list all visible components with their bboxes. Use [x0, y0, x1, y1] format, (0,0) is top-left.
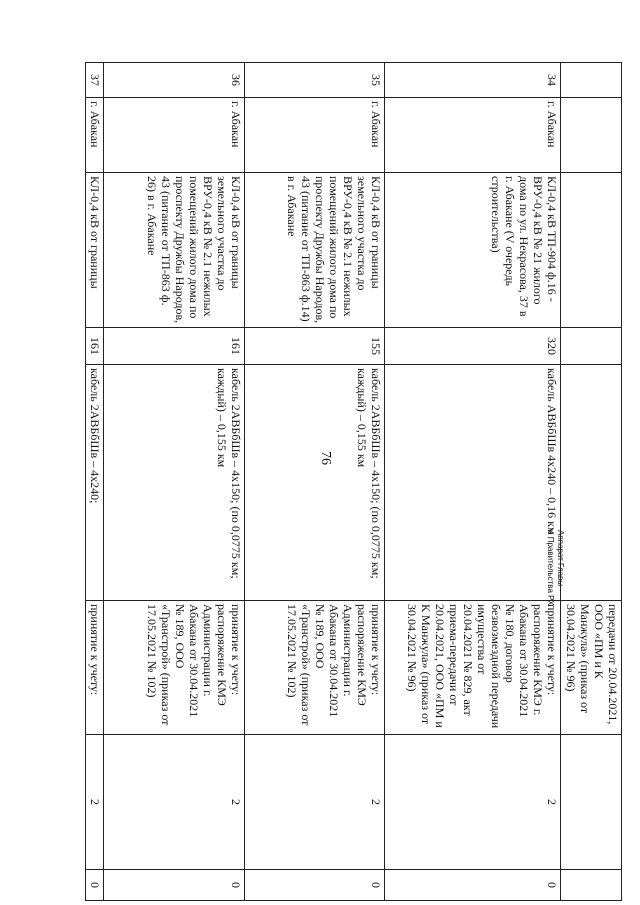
cell-length: 155	[244, 328, 384, 365]
cell-length: 320	[384, 328, 560, 365]
cell-city: г. Абакан	[86, 98, 104, 173]
cell-cable: кабель 2АВБбШв – 4х150; (по 0,0775 км; каждый) – 0,155 км	[244, 365, 384, 601]
page-number: 76	[318, 451, 333, 465]
cell-c2: 0	[244, 870, 384, 901]
cell-c1	[560, 735, 621, 870]
cell-object	[560, 173, 621, 328]
cell-cable: кабель 2АВБбШв – 4х240;	[86, 365, 104, 601]
cell-object: КЛ-0,4 кВ от границы земельного участка до ВРУ-0,4 кВ № 2.1 нежилых помещений жилого дома по проспекту Дружбы Народов, 43 (питание от ТП-863 ф. 26) в г. Абакане	[103, 173, 244, 328]
cell-length: 161	[86, 328, 104, 365]
cell-no: 37	[86, 63, 104, 98]
rotated-table-wrapper	[85, 62, 622, 900]
cell-c1: 2	[86, 735, 104, 870]
cell-c2	[560, 870, 621, 901]
cell-object: КЛ-0,4 кВ от границы	[86, 173, 104, 328]
cell-cable: кабель АВБбШв 4х240 – 0,16 км	[384, 365, 560, 601]
cell-city: г. Абакан	[384, 98, 560, 173]
cell-no: 34	[384, 63, 560, 98]
cell-object: КЛ-0,4 кВ ТП-904 ф.16 - ВРУ-0,4 кВ № 21 жилого дома по ул. Некрасова, 37 в г. Абакане (V очередь строительства)	[384, 173, 560, 328]
cell-city: г. Абакан	[244, 98, 384, 173]
cell-doc: принятие к учету: распоряжение КМЭ Администрации г. Абакана от 30.04.2021 № 189, ООО «Транстрой» (приказ от 17.05.2021 № 102)	[103, 601, 244, 735]
cell-no: 36	[103, 63, 244, 98]
cell-no	[560, 63, 621, 98]
cell-c1: 2	[244, 735, 384, 870]
cell-no: 35	[244, 63, 384, 98]
table-row	[244, 63, 384, 901]
cell-doc: передачи от 20.04.2021, ООО «ПМ и К Манжула» (приказ от 30.04.2021 № 96)	[560, 601, 621, 735]
stamp-line-1: Аппарат Главы	[556, 530, 565, 587]
cell-c2: 0	[86, 870, 104, 901]
cell-c1: 2	[384, 735, 560, 870]
cell-cable: кабель 2АВБбШв – 4х150; (по 0,0775 км; каждый) – 0,155 км	[103, 365, 244, 601]
cell-doc: принятие к учету: распоряжение КМЭ Администрации г. Абакана от 30.04.2021 № 189, ООО «Транстрой» (приказ от 17.05.2021 № 102)	[244, 601, 384, 735]
cell-object: КЛ-0,4 кВ от границы земельного участка до ВРУ-0,4 кВ № 2.1 нежилых помещений жилого дома по проспекту Дружбы Народов, 43 (питание от ТП-863 ф.14) в г. Абакане	[244, 173, 384, 328]
stamp-line-2: и Правительства РХ	[546, 530, 555, 606]
cell-doc: принятие к учету:	[86, 601, 104, 735]
cell-city	[560, 98, 621, 173]
cell-length: 161	[103, 328, 244, 365]
table-row	[103, 63, 244, 901]
cell-length	[560, 328, 621, 365]
cell-c1: 2	[103, 735, 244, 870]
cell-doc: принятие к учету: распоряжение КМЭ г. Абакана от 30.04.2021 № 180, договор безвозмездной передачи имущества от 20.04.2021 № 829, акт приема-передачи от 20.04.2021, ООО «ПМ и К Манжула» (приказ от 30.04.2021 № 96)	[384, 601, 560, 735]
cell-c2: 0	[103, 870, 244, 901]
table-row	[560, 63, 621, 901]
table-row	[384, 63, 560, 901]
cell-c2: 0	[384, 870, 560, 901]
cell-cable	[560, 365, 621, 601]
property-table	[85, 62, 622, 901]
cell-city: г. Абакан	[103, 98, 244, 173]
table-row	[86, 63, 104, 901]
